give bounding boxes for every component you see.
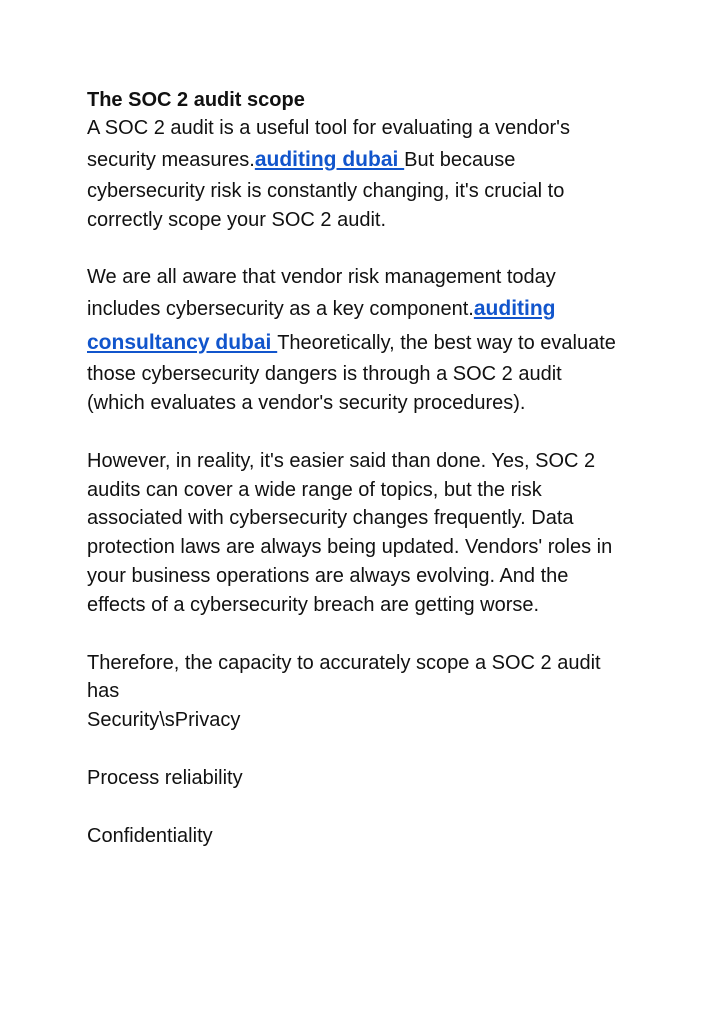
paragraph-1-text-end: But because cybersecurity risk is constantly changing, it's crucial to correctly scope your SOC 2 audit. <box>87 148 565 231</box>
paragraph-2-text-end: Theoretically, the best way to evaluate those cybersecurity dangers is through a SOC 2 audit (which evaluates a vendor's security procedures). <box>87 332 616 414</box>
document-body <box>87 86 647 851</box>
auditing-dubai-link[interactable]: auditing dubai <box>254 147 405 171</box>
paragraph-spacer <box>87 418 647 447</box>
paragraph-1-text-start: A SOC 2 audit is a useful tool for evaluating a vendor's security measures. <box>87 117 570 171</box>
paragraph-spacer <box>87 234 647 263</box>
list-line-security-privacy: Security\sPrivacy <box>87 709 241 732</box>
paragraph-4: Therefore, the capacity to accurately scope a SOC 2 audit has <box>87 651 601 703</box>
paragraph-3: However, in reality, it's easier said than done. Yes, SOC 2 audits can cover a wide range of topics, but the risk associated with cybersecurity changes frequently. Data protection laws are always being updated. Vendors' roles in your business operations are always evolving. And the effects of a cybersecurity breach are getting worse. <box>87 449 613 616</box>
list-line-confidentiality: Confidentiality <box>87 824 213 847</box>
auditing-consultancy-dubai-link[interactable]: auditing consultancy dubai <box>87 297 556 355</box>
paragraph-spacer <box>87 793 647 822</box>
document-title: The SOC 2 audit scope <box>87 89 305 111</box>
paragraph-1 <box>87 114 627 234</box>
paragraph-2-text-start: We are all aware that vendor risk management today includes cybersecurity as a key component. <box>87 266 556 321</box>
paragraph-spacer <box>87 735 647 764</box>
paragraph-2 <box>87 263 622 417</box>
list-line-process-reliability: Process reliability <box>87 766 243 789</box>
paragraph-spacer <box>87 620 647 649</box>
